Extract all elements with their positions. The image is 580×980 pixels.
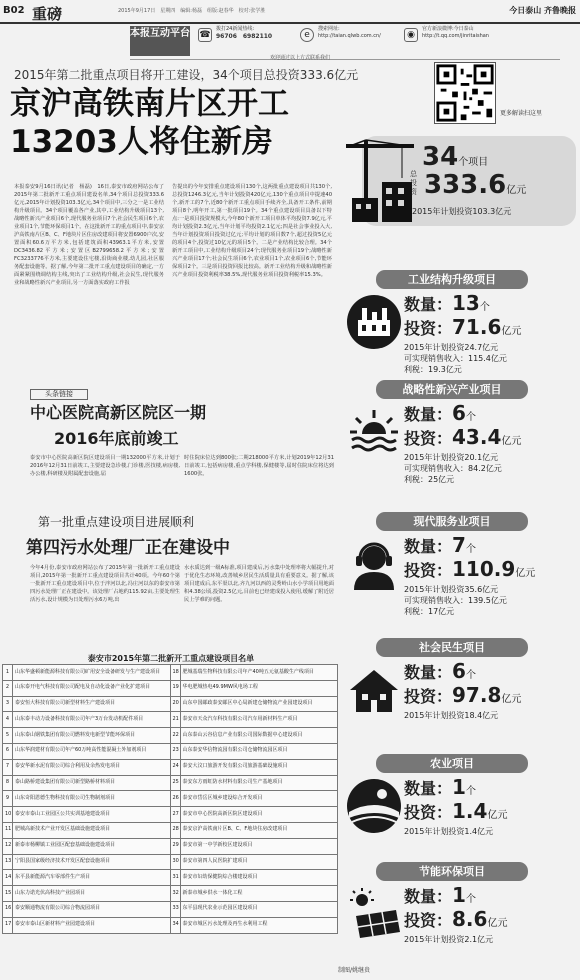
category-banner: 现代服务业项目 <box>376 512 528 531</box>
sub1-col-2: 时住院床位达到800张;二期218000平方米,计划2019年12月31日前竣工,包括病房楼,重点学科楼,保健楼等,届时住院床位将达到1600张。 <box>184 455 334 477</box>
hotline <box>216 26 296 40</box>
table-cell-number: 8 <box>3 775 13 791</box>
table-cell-project: 泰安市第四人民医院扩建项目 <box>180 854 338 870</box>
table-cell-project: 山东中国邮政泰安邮区中心局新建仓储物流产业园建设项目 <box>180 696 338 712</box>
category-note: 2015年计划投资18.4亿元 <box>404 711 499 720</box>
table-row <box>3 854 338 870</box>
solar-icon <box>346 886 402 946</box>
table-row <box>3 680 338 696</box>
headline-line-1: 京沪高铁南片区开工 <box>10 86 289 122</box>
section-title: 重磅 <box>32 5 63 23</box>
sunrise-icon <box>346 404 402 464</box>
category-banner: 农业项目 <box>376 754 528 773</box>
weibo-label: 官方新浪微博:今日泰山 <box>422 26 474 32</box>
table-cell-number: 22 <box>170 728 180 744</box>
table-cell-number: 16 <box>3 901 13 917</box>
table-cell-project: 泰安华新水泥有限公司综合利用及余热发电项目 <box>13 759 171 775</box>
table-cell-project: 山东华盛顿新能源科技有限公司矿用安全设备研发与生产建设项目 <box>13 665 171 681</box>
count-value: 1 <box>452 883 466 907</box>
count-unit: 个 <box>465 786 476 797</box>
invest-value: 97.8 <box>452 683 502 707</box>
table-cell-project: 宁阳县国家级经济技术开发区配套设施项目 <box>13 854 171 870</box>
field-icon <box>346 778 402 838</box>
table-cell-number: 14 <box>3 870 13 886</box>
web-url[interactable]: http://taian.qlwb.com.cn/ <box>318 33 381 39</box>
table-cell-project: 肥城高新技术产业开发区基础设施建设项目 <box>13 822 171 838</box>
headline <box>10 85 289 161</box>
article-col-2: 告提出的今年安排重点建设项目130个,这两批重点建设项目共130个,总投资1246.3亿元,当年计划投资420亿元,130个重点项目中提速40个,新开工的7个,近80个新开工重点项目手续齐全,具备开工条件,前期项目8个,明年开工,第一批项目19个。34个重点建设项目具备以下特点:一是项目投资规模大,今年80个新开工项目单体平均投资7.9亿元,平均计划投资2.3亿元,当年计划平均投资2.1亿元;四是社会事业投入大,当年计划投资项目投资过亿元;平均计划的项目数7个,超过投资5亿元的项目4个,投资过10亿元的项目5个。二是产业结构比较合理。34个新开工项目中,工业结构升级项目24个;现代服务业项目19个;战略性新兴产业项目17个;社会民生项目6个,农业项目1个,农业项目6个,节能环保项目2个。三是项目投资回报比较高。新开工业结构升级和战略性新兴产业项目投资利税率38.5%,现代服务业项目投资利税率15.3%。 <box>172 184 332 278</box>
invest-value: 110.9 <box>452 557 516 581</box>
section-tag: 头条链接 <box>30 389 88 400</box>
graphic-credit: 制图/姚继贵 <box>338 967 371 974</box>
sub-headline-1: 中心医院高新区院区一期 <box>30 403 207 422</box>
category-note: 利税：19.3亿元 <box>404 365 462 374</box>
page-number: B02 <box>3 5 25 16</box>
table-cell-number: 34 <box>170 917 180 933</box>
table-cell-number: 27 <box>170 807 180 823</box>
table-row <box>3 807 338 823</box>
table-cell-project: 泰安大汶口旅游开发有限公司旅游基础设施项目 <box>180 759 338 775</box>
table-row <box>3 917 338 933</box>
table-cell-project: 泰安市泰山区新材料产业园建设项目 <box>13 917 171 933</box>
category-investment <box>404 316 521 343</box>
phone-icon: ☎ <box>199 30 211 40</box>
weibo-url[interactable]: http://t.qq.com/jinritaishan <box>422 33 489 39</box>
table-cell-number: 11 <box>3 822 13 838</box>
count-value: 7 <box>452 533 466 557</box>
category-banner: 社会民生项目 <box>376 638 528 657</box>
table-cell-number: 20 <box>170 696 180 712</box>
table-cell-number: 21 <box>170 712 180 728</box>
invest-label: 投资： <box>404 561 453 580</box>
table-cell-number: 10 <box>3 807 13 823</box>
summary-total <box>424 170 526 200</box>
sub1-col-1: 泰安市中心医院高新区院区建设项目一期132000平方米,计划于2016年12月31日前竣工,主要建设急诊楼,门诊楼,医技楼,病房楼,办公楼,科研楼及附属配套设施,届 <box>30 455 180 477</box>
web-label: 搜索网址: <box>318 26 340 32</box>
invest-unit: 亿元 <box>501 326 522 337</box>
count-value: 6 <box>452 659 466 683</box>
invest-unit: 亿元 <box>487 810 508 821</box>
table-row <box>3 838 338 854</box>
table-cell-project: 新泰市杨柳镇工业园区配套基础设施建设项目 <box>13 838 171 854</box>
weibo-icon: ◉ <box>404 28 418 42</box>
category-note: 可实现销售收入：84.2亿元 <box>404 464 502 473</box>
qr-caption: 更多解读扫这里 <box>500 110 543 117</box>
table-cell-number: 15 <box>3 886 13 902</box>
headline-kicker: 2015年第二批重点项目将开工建设，34个项目总投资333.6亿元 <box>14 68 359 82</box>
category-note: 利税：17亿元 <box>404 607 455 616</box>
count-unit: 个 <box>465 670 476 681</box>
table-row <box>3 712 338 728</box>
table-row <box>3 743 338 759</box>
table-cell-project: 山东华润建材有限公司年产60万吨高性能混凝土外加剂项目 <box>13 743 171 759</box>
category-banner: 战略性新兴产业项目 <box>376 380 528 399</box>
table-cell-number: 13 <box>3 854 13 870</box>
table-cell-project: 新泰市城乡供水一体化工程 <box>180 886 338 902</box>
category-note: 2015年计划投资2.1亿元 <box>404 935 494 944</box>
table-cell-project: 泰安京沪高铁南片区B、C、F地块住房改建项目 <box>180 822 338 838</box>
category-note: 可实现销售收入：115.4亿元 <box>404 354 507 363</box>
sub-headline-2: 2016年底前竣工 <box>54 429 179 448</box>
table-row <box>3 775 338 791</box>
table-cell-project: 泰安市中心医院高新区院区建设项目 <box>180 807 338 823</box>
article-col-1: 本报泰安9月16日讯(记者 杨磊) 16日,泰安市政府网站公布了2015年第二批新开工重点项目建设名单,34个项目总投资333.6亿元,2015年计划投资103.3亿元,34个项目中,三分之一是工业结构升级项目。34个项目覆盖各产业,其中,工业结构升级项目13个,战略性新兴产业项目6个,现代服务业项目7个,社会民生项目6个,农业项目1个,节能环保项目1个。在这批新开工的重点项目中,泰安京沪高铁南片区B、C、F地块片区住房改建项目将安置6900户次,安置面积60.6万平方米,包括建筑面积43963.1平方米,安置DC3436.82平方米;安置区B2799658.2平方米;安置FC3233776平方米,主要建设住宅楼,沿街商业楼,幼儿园,社区服务配套设施等。据了解,今年第二批开工重点建设项目的确定,一方面紧紧围绕调结构主线,突出了工业结构升级,社会民生,现代服务业和战略性新兴产业项目,另一方面落实政府工作报 <box>14 184 164 286</box>
table-cell-number: 12 <box>3 838 13 854</box>
table-row <box>3 886 338 902</box>
invest-value: 1.4 <box>452 799 488 823</box>
table-cell-number: 4 <box>3 712 13 728</box>
table-cell-project: 泰安市岱岳区城乡建设综合开发项目 <box>180 791 338 807</box>
invest-label: 投资： <box>404 687 453 706</box>
table-cell-project: 肥城基瑞生物科技有限公司年产40吨五元氨基酸生产线项目 <box>180 665 338 681</box>
count-label: 数量： <box>404 779 453 798</box>
count-label: 数量： <box>404 405 453 424</box>
count-value: 13 <box>452 291 480 315</box>
category-note: 2015年计划投资35.6亿元 <box>404 585 499 594</box>
table-cell-project: 泰安市泰山工业园区公共实训基地建设项目 <box>13 807 171 823</box>
category-investment <box>404 426 521 453</box>
sub2-kicker: 第一批重点建设项目进展顺利 <box>38 515 195 529</box>
table-cell-number: 33 <box>170 901 180 917</box>
table-cell-number: 23 <box>170 743 180 759</box>
count-label: 数量： <box>404 887 453 906</box>
invest-value: 71.6 <box>452 315 502 339</box>
page-header <box>0 0 580 24</box>
invest-label: 投资： <box>404 911 453 930</box>
table-cell-number: 6 <box>3 743 13 759</box>
count-unit: 个 <box>465 544 476 555</box>
sub2-col-2: 水水质达到一级A标准,项目建成后,污水集中处理率将大幅提升,对于优化生态环境,改善城乡居民生活质量具有重要意义。据了解,该项目建成后,东平渠以北,齐九河以西的灵秀岭山水小学项目用地面积4.38公顷,投资2.5亿元,目前也已经建成投入使用,缓解了附近居民上学难的问题。 <box>184 565 334 603</box>
headline-line-2: 13203人将住新房 <box>10 124 273 160</box>
table-row <box>3 665 338 681</box>
service-icon <box>346 536 402 596</box>
category-note: 2015年计划投资1.4亿元 <box>404 827 494 836</box>
hotline-label: 拨打24新闻热线: <box>216 26 255 32</box>
promo-title: 本报互动平台 <box>130 26 190 56</box>
table-cell-project: 东平县新能源汽车零部件生产项目 <box>13 870 171 886</box>
brand-logo: 今日泰山 齐鲁晚报 <box>509 6 576 15</box>
category-note: 2015年计划投资20.1亿元 <box>404 453 499 462</box>
count-unit: 个 <box>479 302 490 313</box>
count-value: 6 <box>452 401 466 425</box>
table-cell-project: 山东力诺光伏高科技产业园项目 <box>13 886 171 902</box>
invest-label: 投资： <box>404 803 453 822</box>
table-cell-number: 28 <box>170 822 180 838</box>
promo-strip <box>130 24 560 60</box>
category-note: 2015年计划投资24.7亿元 <box>404 343 499 352</box>
table-cell-project: 泰安顺通物流有限公司综合物流园项目 <box>13 901 171 917</box>
infographic <box>342 132 580 980</box>
browser-icon: e <box>300 28 314 42</box>
table-cell-number: 31 <box>170 870 180 886</box>
sub2-col-1: 今年4月份,泰安市政府网站公布了2015年第一批新开工重点建设项目,2015年第一批新开工重点建设项目共计40项。今年60个第一批新开工重点建设项目中,位于泮河以北,冯庄河以东的泰安市第四污水处理厂正在建设中。该处理厂占地约115.92亩,主要处理生活污水,设计规模为日处理污水6万吨,出 <box>30 565 180 603</box>
table-cell-project: 泰安市城区污水处理及再生水利用工程 <box>180 917 338 933</box>
count-label: 数量： <box>404 537 453 556</box>
category-investment <box>404 908 507 935</box>
table-cell-project: 山东奇阳恩德生物科技有限公司生物制剂项目 <box>13 791 171 807</box>
table-cell-number: 26 <box>170 791 180 807</box>
count-label: 数量： <box>404 295 453 314</box>
table-cell-project: 山东泰安华信物流园有限公司仓储物流园区项目 <box>180 743 338 759</box>
table-cell-number: 1 <box>3 665 13 681</box>
summary-count-unit: 个项目 <box>458 157 489 168</box>
table-cell-number: 32 <box>170 886 180 902</box>
summary-count-value: 34 <box>422 142 459 172</box>
factory-icon <box>346 294 402 354</box>
category-note: 利税：25亿元 <box>404 475 455 484</box>
invest-unit: 亿元 <box>501 436 522 447</box>
table-row <box>3 870 338 886</box>
table-title: 泰安市2015年第二批新开工重点建设项目名单 <box>87 654 255 663</box>
count-unit: 个 <box>465 894 476 905</box>
table-cell-project: 泰山路桥建设集团有限公司新型路桥材料项目 <box>13 775 171 791</box>
count-label: 数量： <box>404 663 453 682</box>
table-cell-number: 2 <box>3 680 13 696</box>
table-cell-number: 19 <box>170 680 180 696</box>
table-cell-project: 山东泰山云谷信息产业有限公司国际数据中心建设项目 <box>180 728 338 744</box>
table-row <box>3 901 338 917</box>
invest-unit: 亿元 <box>501 694 522 705</box>
table-cell-project: 山东泰山钢铁集团有限公司燃料发电新型节能环保项目 <box>13 728 171 744</box>
table-cell-number: 9 <box>3 791 13 807</box>
invest-unit: 亿元 <box>487 918 508 929</box>
summary-total-unit: 亿元 <box>506 185 527 196</box>
table-cell-project: 泰安东方雨虹防水材料有限公司生产基地项目 <box>180 775 338 791</box>
table-cell-project: 泰安恒大科技有限公司新型材料生产建设项目 <box>13 696 171 712</box>
construction-icon <box>342 138 418 224</box>
summary-count <box>422 142 488 172</box>
table-cell-project: 山东泰丰动力设备科技有限公司年产3万台发动机配件项目 <box>13 712 171 728</box>
invest-label: 投资： <box>404 319 453 338</box>
summary-plan: 2015年计划投资103.3亿元 <box>412 207 512 216</box>
table-cell-number: 30 <box>170 854 180 870</box>
table-cell-project: 泰安市第一中学新校区建设项目 <box>180 838 338 854</box>
table-row <box>3 759 338 775</box>
table-cell-project: 泰安市天众汽车科技有限公司汽车用新材料生产项目 <box>180 712 338 728</box>
table-row <box>3 696 338 712</box>
count-unit: 个 <box>465 412 476 423</box>
issue-meta: 2015年9月17日 星期四 编辑:杨磊 组版:赵春华 校对:张学胜 <box>118 8 266 14</box>
table-cell-number: 5 <box>3 728 13 744</box>
table-cell-number: 25 <box>170 775 180 791</box>
category-banner: 节能环保项目 <box>376 862 528 881</box>
weibo[interactable] <box>422 26 512 40</box>
table-cell-number: 17 <box>3 917 13 933</box>
table-cell-number: 29 <box>170 838 180 854</box>
house-icon <box>346 662 402 722</box>
sub2-headline: 第四污水处理厂正在建设中 <box>26 538 230 558</box>
category-investment <box>404 558 535 585</box>
invest-value: 43.4 <box>452 425 502 449</box>
invest-value: 8.6 <box>452 907 488 931</box>
summary-total-label: 总投资 <box>410 170 417 196</box>
table-row <box>3 791 338 807</box>
table-cell-project: 东平县现代农业示范园区建设项目 <box>180 901 338 917</box>
invest-label: 投资： <box>404 429 453 448</box>
table-row <box>3 822 338 838</box>
hotline-numbers: 96706 6982110 <box>216 33 273 40</box>
project-table <box>2 664 338 934</box>
table-cell-number: 18 <box>170 665 180 681</box>
category-note: 可实现销售收入：139.5亿元 <box>404 596 507 605</box>
invest-unit: 亿元 <box>515 568 536 579</box>
category-banner: 工业结构升级项目 <box>376 270 528 289</box>
table-cell-project: 山东泰开电气科技有限公司配电及自动化设备产业化扩建项目 <box>13 680 171 696</box>
table-cell-project: 华电肥城热电49.9MW风电场工程 <box>180 680 338 696</box>
category-investment <box>404 684 521 711</box>
qr-code[interactable] <box>434 62 496 124</box>
table-cell-number: 7 <box>3 759 13 775</box>
table-cell-number: 3 <box>3 696 13 712</box>
count-value: 1 <box>452 775 466 799</box>
table-row <box>3 728 338 744</box>
summary-total-value: 333.6 <box>424 170 507 200</box>
web-address[interactable] <box>318 26 398 40</box>
table-cell-project: 泰安市妇幼保健院综合楼建设项目 <box>180 870 338 886</box>
table-cell-number: 24 <box>170 759 180 775</box>
promo-footer: 欢迎通过以上方式联系我们 <box>270 55 331 61</box>
category-investment <box>404 800 507 827</box>
